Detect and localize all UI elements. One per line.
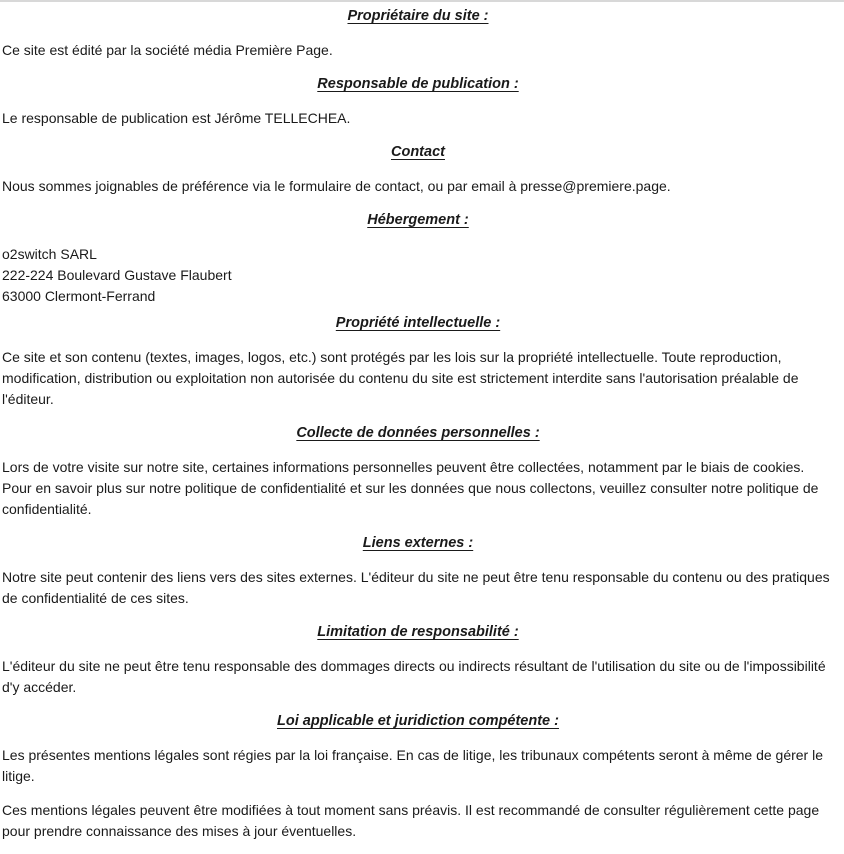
section-heading-publication-manager: Responsable de publication : xyxy=(317,76,519,92)
section-heading-liability-limitation: Limitation de responsabilité : xyxy=(317,624,519,640)
paragraph-applicable-law: Les présentes mentions légales sont régies par la loi française. En cas de litige, les tribunaux compétents seront à même de gérer le litige. xyxy=(2,747,823,784)
paragraph-liability-limitation: L'éditeur du site ne peut être tenu responsable des dommages directs ou indirects résultant de l'utilisation du site ou de l'impossibilité d'y accéder. xyxy=(2,658,826,695)
section-personal-data xyxy=(2,423,834,520)
section-intellectual-property xyxy=(2,313,834,410)
hosting-address-line-street: 222-224 Boulevard Gustave Flaubert xyxy=(2,267,232,283)
section-contact xyxy=(2,142,834,197)
section-heading-hosting: Hébergement : xyxy=(367,212,469,228)
section-heading-site-owner: Propriétaire du site : xyxy=(347,8,489,24)
section-site-owner xyxy=(2,6,834,61)
hosting-address-line-company: o2switch SARL xyxy=(2,246,97,262)
paragraph-personal-data: Lors de votre visite sur notre site, certaines informations personnelles peuvent être collectées, notamment par le biais de cookies. Pour en savoir plus sur notre politique de confidentialité et sur les données que nous collectons, veuillez consulter notre politique de confidentialité. xyxy=(2,459,819,517)
paragraph-intellectual-property: Ce site et son contenu (textes, images, logos, etc.) sont protégés par les lois sur la propriété intellectuelle. Toute reproduction, modification, distribution ou exploitation non autorisée du contenu du site est strictement interdite sans l'autorisation préalable de l'éditeur. xyxy=(2,349,799,407)
section-heading-personal-data: Collecte de données personnelles : xyxy=(296,425,540,441)
section-applicable-law xyxy=(2,711,834,842)
paragraph-contact: Nous sommes joignables de préférence via le formulaire de contact, ou par email à presse@premiere.page. xyxy=(2,178,671,194)
section-heading-applicable-law: Loi applicable et juridiction compétente : xyxy=(277,713,559,729)
paragraph-publication-manager: Le responsable de publication est Jérôme TELLECHEA. xyxy=(2,110,351,126)
section-heading-intellectual-property: Propriété intellectuelle : xyxy=(335,315,501,331)
section-liability-limitation xyxy=(2,622,834,698)
paragraph-external-links: Notre site peut contenir des liens vers des sites externes. L'éditeur du site ne peut être tenu responsable du contenu ou des pratiques de confidentialité de ces sites. xyxy=(2,569,830,606)
section-hosting xyxy=(2,210,834,307)
paragraph-site-owner: Ce site est édité par la société média Première Page. xyxy=(2,42,333,58)
section-heading-contact: Contact xyxy=(391,144,445,160)
hosting-address-line-city: 63000 Clermont-Ferrand xyxy=(2,288,156,304)
hosting-address xyxy=(2,244,834,307)
section-heading-external-links: Liens externes : xyxy=(362,535,474,551)
legal-notice-content xyxy=(2,6,834,842)
section-publication-manager xyxy=(2,74,834,129)
section-external-links xyxy=(2,533,834,609)
paragraph-updates-notice: Ces mentions légales peuvent être modifiées à tout moment sans préavis. Il est recommandé de consulter régulièrement cette page pour prendre connaissance des mises à jour éventuelles. xyxy=(2,802,820,839)
